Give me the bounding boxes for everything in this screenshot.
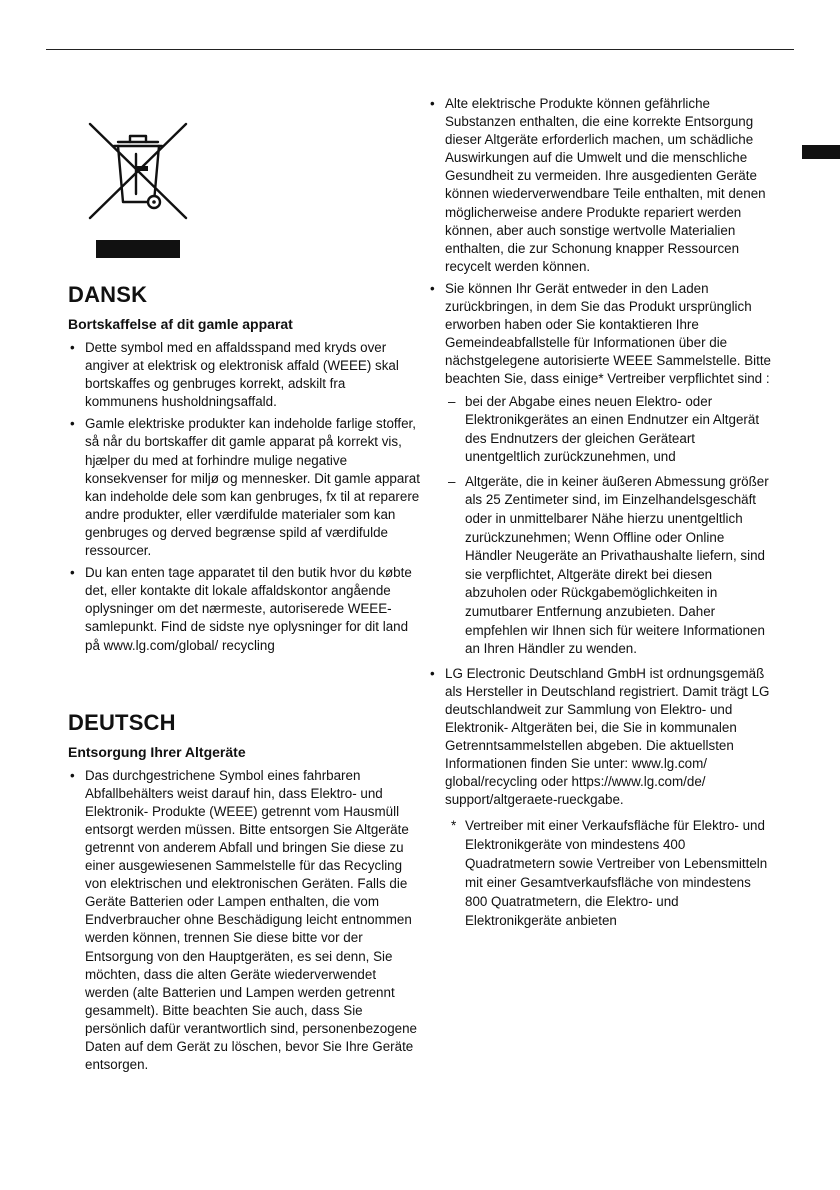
heading-deutsch: DEUTSCH: [68, 709, 176, 735]
dash-list: [445, 393, 772, 659]
list-item-text: LG Electronic Deutschland GmbH ist ordnungsgemäß als Hersteller in Deutschland registriert. Damit trägt LG deutschlandweit zur Sammlung von Elektro- und Elektronik- Altgeräten bei, die Sie in kommunalen Getrenntsammelstellen abgeben. Die aktuellsten Informationen finden Sie unter: www.lg.com/ global/recycling oder https://www.lg.com/de/ support/altgeraete-rueckgabe.: [445, 665, 770, 808]
right-column: [428, 95, 772, 934]
footnote: [445, 816, 772, 930]
deutsch-bullet-list-right: [428, 95, 772, 930]
footnote-text: Vertreiber mit einer Verkaufsfläche für Elektro- und Elektronikgeräte von mindestens 400 Quadratmetern sowie Vertreiber von Lebensmitteln mit einer Gesamtverkaufsfläche von mindestens 800 Quatratmetern, die Elektro- und Elektronikgeräte anbieten: [465, 817, 768, 928]
crossed-out-wheelie-bin-icon: [86, 122, 190, 220]
list-item: • Du kan enten tage apparatet til den butik hvor du købte det, eller kontakte dit lokale affaldskontor angående oplysninger om det nærmeste, autoriserede WEEE-samlepunkt. Find de sidste nye oplysninger for dit land på www.lg.com/global/ recycling: [68, 564, 420, 654]
left-column: [68, 282, 420, 1078]
section-dansk: [68, 282, 420, 655]
section-deutsch: [68, 710, 420, 1075]
deutsch-bullet-list-left: [68, 767, 420, 1075]
list-item: [428, 280, 772, 659]
list-item-text: Sie können Ihr Gerät entweder in den Laden zurückbringen, in dem Sie das Produkt ursprünglich erworben haben oder Sie kontaktieren Ihre Gemeindeabfallstelle für Informationen über die nächstgelegene autorisierte WEEE Sammelstelle. Bitte beachten Sie, dass einige* Vertreiber verpflichtet sind :: [445, 280, 771, 387]
list-item: • Dette symbol med en affaldsspand med kryds over angiver at elektrisk og elektronisk affald (WEEE) skal bortskaffes og genbruges korrekt, adskilt fra kommunens husholdningsaffald.: [68, 339, 420, 411]
list-item: – Altgeräte, die in keiner äußeren Abmessung größer als 25 Zentimeter sind, im Einzelhandelsgeschäft oder in unmittelbarer Nähe hierzu unentgeltlich zurückzunehmen; Wenn Offline oder Online Händler Neugeräte an Privathaushalte liefern, sind sie verpflichtet, Altgeräte direkt bei diesen abzuholen oder Rückgabemöglichkeiten in zumutbarer Entfernung anzubieten. Daher empfehlen wir Ihnen sich für weitere Informationen an Ihren Händler zu wenden.: [445, 473, 772, 659]
subheading-deutsch: Entsorgung Ihrer Altgeräte: [68, 743, 246, 760]
list-item: • Alte elektrische Produkte können gefährliche Substanzen enthalten, die eine korrekte Entsorgung dieser Altgeräte erforderlich machen, um schädliche Auswirkungen auf die Umwelt und die menschliche Gesundheit zu vermeiden. Ihre ausgedienten Geräte können wiederverwendbare Teile enthalten, mit denen möglicherweise andere Produkte repariert werden können, aber auch sonstige wertvolle Materialien enthalten, die zur Schonung knapper Ressourcen recycelt werden können.: [428, 95, 772, 276]
list-item: [428, 665, 772, 930]
dansk-bullet-list: [68, 339, 420, 655]
language-tab-marker: [802, 145, 840, 159]
list-item: – bei der Abgabe eines neuen Elektro- oder Elektronikgerätes an einen Endnutzer ein Altgerät des Endnutzers der gleichen Geräteart unentgeltlich zurückzunehmen, und: [445, 393, 772, 467]
header-rule: [46, 49, 794, 50]
footnote-marker: *: [451, 817, 457, 833]
list-item: • Das durchgestrichene Symbol eines fahrbaren Abfallbehälters weist darauf hin, dass Elektro- und Elektronik- Produkte (WEEE) getrennt vom Hausmüll entsorgt werden müssen. Bitte entsorgen Sie Altgeräte getrennt von anderem Abfall und bringen Sie diese zu einer ausgewiesenen Sammelstelle für das Recycling von elektrischen und elektronischen Geräten. Falls die Geräte Batterien oder Lampen enthalten, die vom Endverbraucher ohne Beschädigung leicht entnommen werden können, trennen Sie diese bitte vor der Entsorgung von den Hauptgeräten, es sei denn, Sie möchten, dass die alten Geräte wiederverwendet werden (alte Batterien und Lampen werden getrennt gesammelt). Bitte beachten Sie auch, dass Sie persönlich dafür verantwortlich sind, personenbezogene Daten auf dem Gerät zu löschen, bevor Sie Ihre Geräte entsorgen.: [68, 767, 420, 1075]
list-item: • Gamle elektriske produkter kan indeholde farlige stoffer, så når du bortskaffer dit gamle apparat på korrekt vis, hjælper du med at forhindre mulige negative konsekvenser for miljø og mennesker. Dit gamle apparat kan indeholde dele som kan genbruges, fx til at reparere andre produkter, eller værdifulde materialer som kan genbruges og derved begrænse spild af værdifulde ressourcer.: [68, 415, 420, 560]
subheading-dansk: Bortskaffelse af dit gamle apparat: [68, 316, 293, 332]
heading-dansk: DANSK: [68, 282, 148, 307]
separate-collection-bar: [96, 240, 180, 258]
